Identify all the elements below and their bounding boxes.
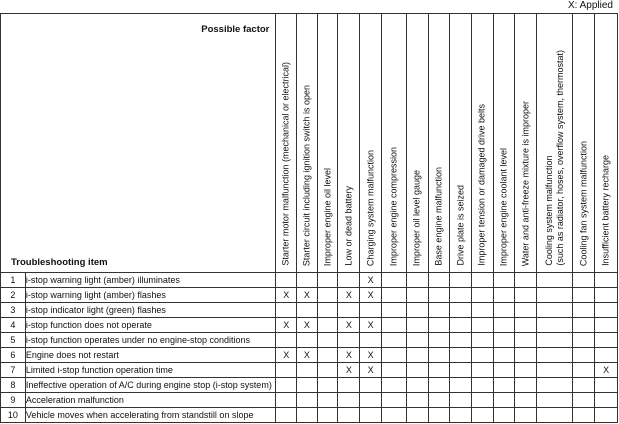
applied-mark (297, 378, 318, 393)
troubleshooting-item: i-stop function does not operate (25, 318, 276, 333)
factor-header (338, 14, 360, 273)
applied-mark: X (595, 363, 618, 378)
applied-mark (515, 333, 537, 348)
applied-mark (515, 288, 537, 303)
row-number: 1 (1, 273, 26, 288)
applied-mark (450, 363, 472, 378)
applied-mark (493, 378, 515, 393)
header-corner (1, 14, 276, 273)
troubleshooting-item: i-stop warning light (amber) flashes (25, 288, 276, 303)
factor-label: Cooling fan system malfunction (578, 140, 589, 266)
applied-mark (338, 393, 360, 408)
applied-mark (537, 393, 573, 408)
applied-mark (428, 288, 450, 303)
applied-mark (515, 273, 537, 288)
applied-mark (471, 378, 493, 393)
applied-mark (537, 288, 573, 303)
factor-header (471, 14, 493, 273)
factor-label: Insufficient battery recharge (600, 155, 611, 266)
factor-label: Improper engine coolant level (498, 147, 509, 266)
applied-mark (493, 318, 515, 333)
applied-mark (493, 288, 515, 303)
applied-mark: X (297, 288, 318, 303)
applied-mark (428, 303, 450, 318)
applied-mark (297, 303, 318, 318)
applied-mark (573, 288, 595, 303)
factor-label: Water and anti-freeze mixture is improper (520, 100, 531, 266)
applied-mark (450, 333, 472, 348)
applied-mark (537, 408, 573, 423)
troubleshooting-item: i-stop function operates under no engine-stop conditions (25, 333, 276, 348)
applied-mark (450, 408, 472, 423)
factor-header (297, 14, 318, 273)
applied-mark (317, 303, 338, 318)
applied-mark (276, 273, 297, 288)
factor-header (450, 14, 472, 273)
applied-mark: X (360, 288, 382, 303)
applied-mark (406, 273, 428, 288)
applied-mark (450, 378, 472, 393)
applied-mark (450, 348, 472, 363)
applied-mark (317, 333, 338, 348)
applied-mark (515, 318, 537, 333)
applied-mark (493, 408, 515, 423)
applied-mark (338, 408, 360, 423)
applied-mark (595, 393, 618, 408)
table-row (1, 393, 618, 408)
table-row (1, 318, 618, 333)
troubleshooting-item: Acceleration malfunction (25, 393, 276, 408)
applied-mark (595, 273, 618, 288)
row-number: 10 (1, 408, 26, 423)
applied-mark (471, 393, 493, 408)
applied-mark (471, 408, 493, 423)
matrix-body (1, 273, 618, 423)
applied-mark (515, 348, 537, 363)
factor-label: Base engine malfunction (433, 167, 444, 266)
row-number: 2 (1, 288, 26, 303)
applied-mark (381, 303, 406, 318)
applied-mark (406, 363, 428, 378)
troubleshooting-item: Ineffective operation of A/C during engine stop (i-stop system) (25, 378, 276, 393)
applied-mark (537, 333, 573, 348)
factor-label: Improper oil level gauge (411, 169, 422, 266)
applied-mark (381, 363, 406, 378)
applied-mark (276, 333, 297, 348)
row-number: 4 (1, 318, 26, 333)
applied-mark (381, 408, 406, 423)
applied-mark (381, 288, 406, 303)
factor-label: Starter circuit including ignition switch is open (301, 84, 312, 266)
row-number: 9 (1, 393, 26, 408)
applied-mark: X (276, 318, 297, 333)
legend: X: Applied (567, 0, 613, 11)
table-row (1, 333, 618, 348)
applied-mark (297, 333, 318, 348)
troubleshooting-item: i-stop indicator light (green) flashes (25, 303, 276, 318)
applied-mark (360, 333, 382, 348)
factor-header (428, 14, 450, 273)
applied-mark (573, 333, 595, 348)
table-row (1, 273, 618, 288)
applied-mark (406, 393, 428, 408)
applied-mark (537, 378, 573, 393)
applied-mark (381, 348, 406, 363)
applied-mark (317, 273, 338, 288)
factor-header (515, 14, 537, 273)
factor-header (595, 14, 618, 273)
applied-mark (381, 333, 406, 348)
applied-mark (573, 348, 595, 363)
applied-mark: X (360, 273, 382, 288)
applied-mark (360, 303, 382, 318)
applied-mark: X (276, 348, 297, 363)
applied-mark (406, 408, 428, 423)
troubleshooting-item: i-stop warning light (amber) illuminates (25, 273, 276, 288)
table-row (1, 363, 618, 378)
applied-mark (297, 273, 318, 288)
applied-mark (428, 348, 450, 363)
applied-mark (471, 288, 493, 303)
applied-mark (338, 303, 360, 318)
applied-mark (537, 273, 573, 288)
applied-mark (317, 318, 338, 333)
factor-header (573, 14, 595, 273)
row-number: 6 (1, 348, 26, 363)
applied-mark (515, 303, 537, 318)
table-row (1, 378, 618, 393)
applied-mark (360, 393, 382, 408)
applied-mark: X (338, 318, 360, 333)
applied-mark: X (360, 318, 382, 333)
factor-label: Starter motor malfunction (mechanical or electrical) (280, 62, 291, 266)
applied-mark (450, 288, 472, 303)
applied-mark (276, 393, 297, 408)
applied-mark (595, 288, 618, 303)
applied-mark (515, 408, 537, 423)
table-row (1, 348, 618, 363)
troubleshooting-item-label: Troubleshooting item (11, 257, 108, 268)
applied-mark (493, 333, 515, 348)
troubleshooting-item: Limited i-stop function operation time (25, 363, 276, 378)
applied-mark (406, 288, 428, 303)
applied-mark (338, 378, 360, 393)
applied-mark (406, 348, 428, 363)
applied-mark (573, 303, 595, 318)
applied-mark (428, 363, 450, 378)
applied-mark (493, 273, 515, 288)
factor-header (537, 14, 573, 273)
applied-mark (317, 408, 338, 423)
applied-mark (428, 378, 450, 393)
applied-mark (338, 333, 360, 348)
applied-mark (493, 393, 515, 408)
applied-mark (515, 393, 537, 408)
applied-mark: X (297, 318, 318, 333)
applied-mark (471, 348, 493, 363)
applied-mark: X (338, 288, 360, 303)
factor-header (276, 14, 297, 273)
applied-mark (381, 393, 406, 408)
applied-mark (595, 303, 618, 318)
header-row (1, 14, 618, 273)
applied-mark (317, 348, 338, 363)
applied-mark (595, 348, 618, 363)
factor-label: Improper engine oil level (322, 167, 333, 266)
applied-mark (471, 363, 493, 378)
applied-mark (573, 408, 595, 423)
factor-label: Drive plate is seized (455, 185, 466, 266)
troubleshooting-matrix (0, 13, 618, 423)
factor-label: Cooling system malfunction (such as radiator, hoses, overflow system, thermostat) (543, 50, 565, 266)
applied-mark (276, 363, 297, 378)
applied-mark (428, 273, 450, 288)
applied-mark (276, 408, 297, 423)
applied-mark (493, 303, 515, 318)
row-number: 7 (1, 363, 26, 378)
factor-header (381, 14, 406, 273)
table-row (1, 408, 618, 423)
applied-mark (515, 363, 537, 378)
applied-mark (428, 393, 450, 408)
applied-mark (360, 408, 382, 423)
applied-mark (537, 303, 573, 318)
applied-mark (406, 378, 428, 393)
applied-mark (317, 378, 338, 393)
applied-mark (297, 393, 318, 408)
table-row (1, 303, 618, 318)
applied-mark (406, 318, 428, 333)
applied-mark (471, 273, 493, 288)
applied-mark (573, 393, 595, 408)
applied-mark: X (360, 363, 382, 378)
applied-mark (381, 318, 406, 333)
applied-mark: X (338, 363, 360, 378)
applied-mark (450, 318, 472, 333)
applied-mark (537, 348, 573, 363)
factor-header (493, 14, 515, 273)
applied-mark (471, 333, 493, 348)
applied-mark (360, 378, 382, 393)
applied-mark (428, 333, 450, 348)
applied-mark (428, 408, 450, 423)
factor-header (360, 14, 382, 273)
applied-mark (317, 363, 338, 378)
applied-mark: X (338, 348, 360, 363)
applied-mark (573, 273, 595, 288)
applied-mark: X (276, 288, 297, 303)
factor-label: Improper engine compression (388, 146, 399, 266)
possible-factor-label: Possible factor (201, 24, 270, 35)
applied-mark (493, 363, 515, 378)
applied-mark (381, 378, 406, 393)
troubleshooting-item: Vehicle moves when accelerating from standstill on slope (25, 408, 276, 423)
applied-mark (276, 303, 297, 318)
factor-label: Low or dead battery (343, 186, 354, 266)
applied-mark (338, 273, 360, 288)
applied-mark (515, 378, 537, 393)
applied-mark (450, 393, 472, 408)
applied-mark (406, 333, 428, 348)
applied-mark (595, 333, 618, 348)
applied-mark (297, 408, 318, 423)
applied-mark (406, 303, 428, 318)
applied-mark (276, 378, 297, 393)
applied-mark (573, 378, 595, 393)
applied-mark (573, 318, 595, 333)
factor-label: Charging system malfunction (365, 149, 376, 266)
applied-mark (573, 363, 595, 378)
applied-mark (595, 318, 618, 333)
applied-mark (450, 273, 472, 288)
table-row (1, 288, 618, 303)
applied-mark (537, 318, 573, 333)
troubleshooting-item: Engine does not restart (25, 348, 276, 363)
applied-mark: X (297, 348, 318, 363)
factor-header (317, 14, 338, 273)
applied-mark (381, 273, 406, 288)
applied-mark (537, 363, 573, 378)
applied-mark (595, 378, 618, 393)
applied-mark (317, 288, 338, 303)
applied-mark (471, 303, 493, 318)
applied-mark (471, 318, 493, 333)
applied-mark (428, 318, 450, 333)
applied-mark (297, 363, 318, 378)
row-number: 3 (1, 303, 26, 318)
applied-mark: X (360, 348, 382, 363)
row-number: 5 (1, 333, 26, 348)
applied-mark (595, 408, 618, 423)
factor-header (406, 14, 428, 273)
factor-label: Improper tension or damaged drive belts (476, 104, 487, 266)
applied-mark (450, 303, 472, 318)
row-number: 8 (1, 378, 26, 393)
applied-mark (493, 348, 515, 363)
applied-mark (317, 393, 338, 408)
